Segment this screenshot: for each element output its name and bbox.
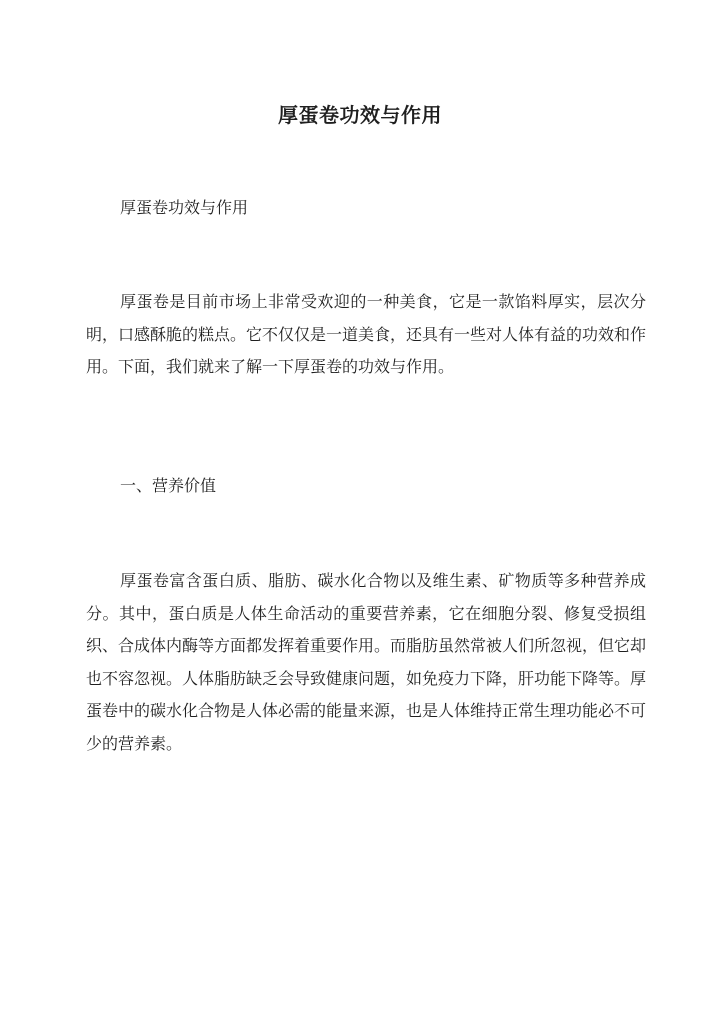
document-subtitle: 厚蛋卷功效与作用	[120, 198, 249, 217]
section-body-nutrition: 厚蛋卷富含蛋白质、脂肪、碳水化合物以及维生素、矿物质等多种营养成分。其中，蛋白质是人体生命活动的重要营养素，它在细胞分裂、修复受损组织、合成体内酶等方面都发挥着重要作用。而脂肪虽然常被人们所忽视，但它却也不容忽视。人体脂肪缺乏会导致健康问题，如免疫力下降，肝功能下降等。厚蛋卷中的碳水化合物是人体必需的能量来源，也是人体维持正常生理功能必不可少的营养素。	[86, 571, 647, 753]
document-title: 厚蛋卷功效与作用	[278, 103, 442, 128]
section-heading-nutrition: 一、营养价值	[120, 476, 217, 495]
intro-paragraph: 厚蛋卷是目前市场上非常受欢迎的一种美食，它是一款馅料厚实，层次分明，口感酥脆的糕点。它不仅仅是一道美食，还具有一些对人体有益的功效和作用。下面，我们就来了解一下厚蛋卷的功效与作用。	[86, 292, 647, 376]
